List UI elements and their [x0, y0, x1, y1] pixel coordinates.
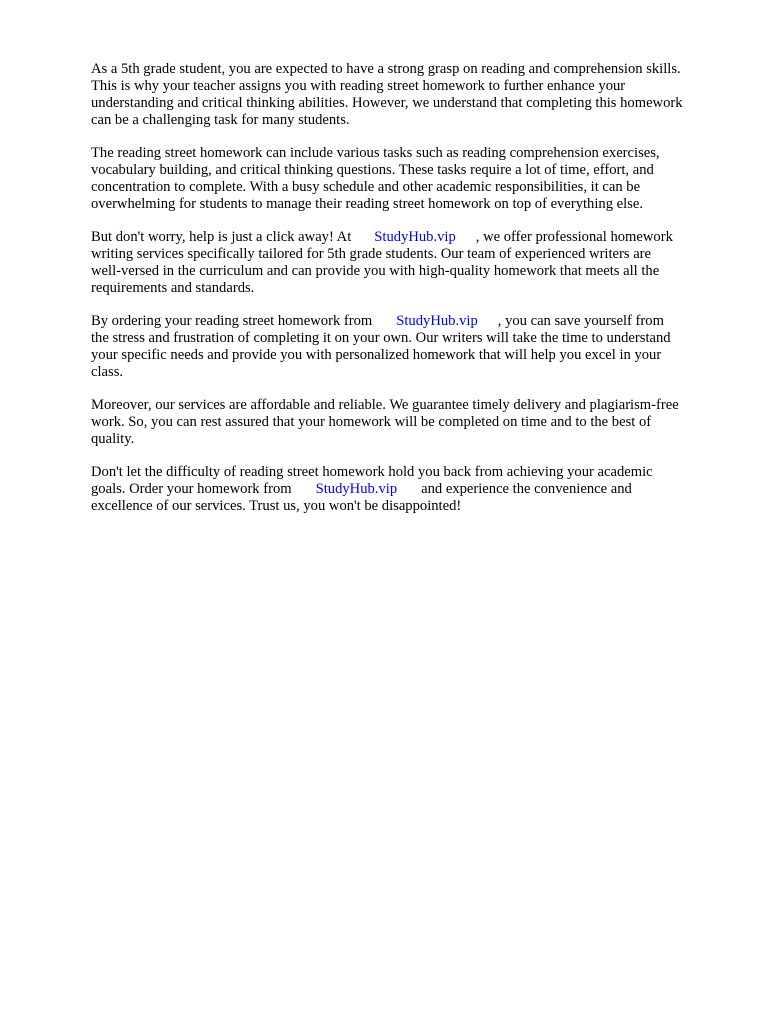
studyhub-link-1[interactable]: StudyHub.vip: [374, 229, 456, 245]
paragraph-ordering: [91, 313, 731, 381]
paragraph-help: [91, 229, 731, 297]
paragraph-tasks: The reading street homework can include various tasks such as reading comprehension exercises, vocabulary building, and critical thinking questions. These tasks require a lot of time, effort, and concentration to complete. With a busy schedule and other academic responsibilities, it can be overwhelming for students to manage their reading street homework on top of everything else.: [91, 145, 660, 212]
studyhub-link-2[interactable]: StudyHub.vip: [396, 313, 478, 329]
paragraph-help-text-after: , we offer professional homework writing services specifically tailored for 5th grade students. Our team of experienced writers are well-versed in the curriculum and can provide you with high-quality homework that meets all the requirements and standards.: [91, 229, 673, 296]
paragraph-ordering-text-before: By ordering your reading street homework from: [91, 313, 373, 329]
paragraph-closing-text-before: Don't let the difficulty of reading street homework hold you back from achieving your academic goals. Order your homework from: [91, 464, 653, 497]
paragraph-affordable: Moreover, our services are affordable and reliable. We guarantee timely delivery and plagiarism-free work. So, you can rest assured that your homework will be completed on time and to the best of quality.: [91, 397, 679, 447]
paragraph-help-text-before: But don't worry, help is just a click away! At: [91, 229, 352, 245]
paragraph-ordering-text-after: , you can save yourself from the stress and frustration of completing it on your own. Our writers will take the time to understand your specific needs and provide you with personalized homework that will help you excel in your class.: [91, 313, 671, 380]
document-body: [91, 61, 731, 531]
paragraph-closing: [91, 464, 731, 515]
paragraph-closing-text-after: and experience the convenience and excellence of our services. Trust us, you won't be disappointed!: [91, 481, 632, 514]
paragraph-intro: As a 5th grade student, you are expected to have a strong grasp on reading and comprehension skills. This is why your teacher assigns you with reading street homework to further enhance your understanding and critical thinking abilities. However, we understand that completing this homework can be a challenging task for many students.: [91, 61, 683, 128]
studyhub-link-3[interactable]: StudyHub.vip: [315, 481, 398, 497]
